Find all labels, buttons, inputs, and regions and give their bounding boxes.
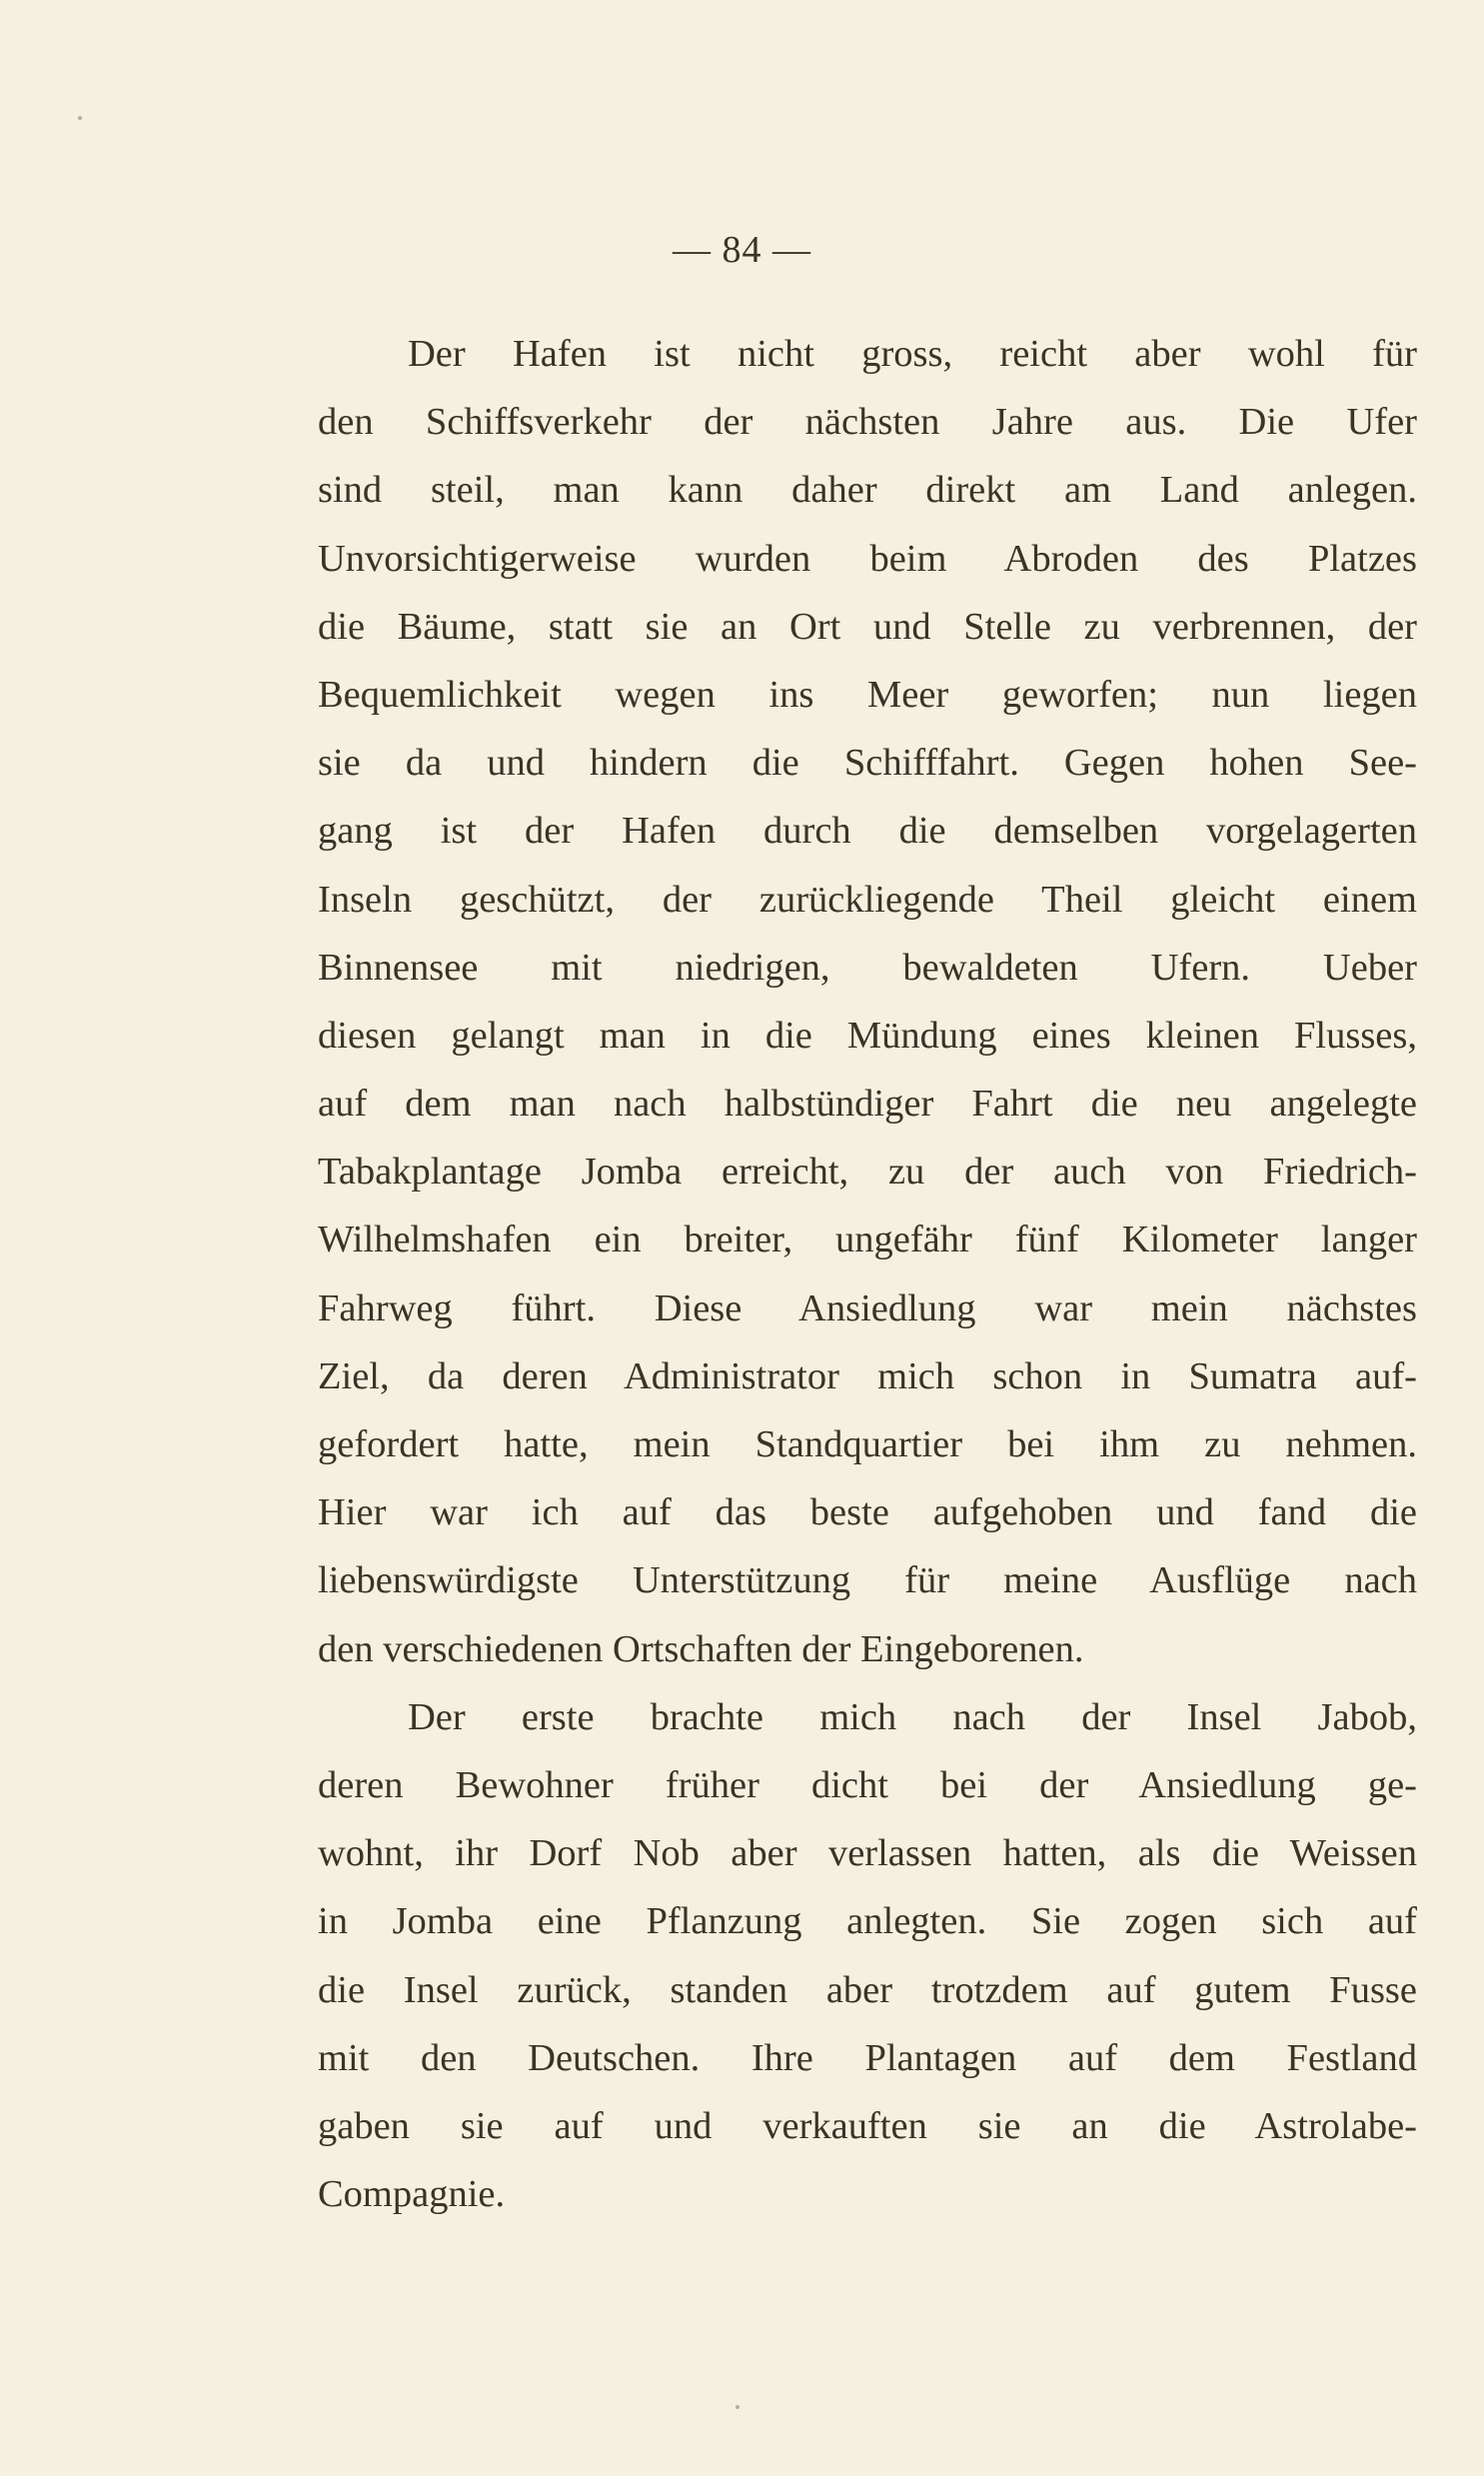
text-line: Inseln geschützt, der zurückliegende Theil gleicht einem [318,878,1417,921]
text-line: Der erste brachte mich nach der Insel Jabob, [408,1695,1417,1738]
text-line: gaben sie auf und verkauften sie an die Astrolabe- [318,2104,1417,2147]
text-line: den Schiffsverkehr der nächsten Jahre aus. Die Ufer [318,401,1417,444]
text-line: sie da und hindern die Schifffahrt. Gegen hohen See- [318,742,1417,785]
text-line: sind steil, man kann daher direkt am Land anlegen. [318,469,1417,512]
text-line: Tabakplantage Jomba erreicht, zu der auch von Friedrich- [318,1151,1417,1194]
text-line: wohnt, ihr Dorf Nob aber verlassen hatten, als die Weissen [318,1832,1417,1875]
text-line: gefordert hatte, mein Standquartier bei ihm zu nehmen. [318,1423,1417,1465]
text-line: gang ist der Hafen durch die demselben vorgelagerten [318,810,1417,853]
text-line: Unvorsichtigerweise wurden beim Abroden des Platzes [318,537,1417,580]
text-line: Hier war ich auf das beste aufgehoben und fand die [318,1491,1417,1534]
text-line: Binnensee mit niedrigen, bewaldeten Ufern. Ueber [318,946,1417,989]
text-line: die Insel zurück, standen aber trotzdem auf gutem Fusse [318,1968,1417,2011]
text-line: Compagnie. [318,2173,506,2216]
text-line: deren Bewohner früher dicht bei der Ansiedlung ge- [318,1763,1417,1806]
text-line: Fahrweg führt. Diese Ansiedlung war mein nächstes [318,1286,1417,1329]
text-line: den verschiedenen Ortschaften der Eingeborenen. [318,1627,1084,1670]
body-text [318,320,1417,2228]
text-line: auf dem man nach halbstündiger Fahrt die neu angelegte [318,1083,1417,1126]
paper-speck [736,2405,740,2409]
text-line: mit den Deutschen. Ihre Plantagen auf dem Festland [318,2036,1417,2079]
text-line: Wilhelmshafen ein breiter, ungefähr fünf Kilometer langer [318,1219,1417,1261]
text-line: liebenswürdigste Unterstützung für meine Ausflüge nach [318,1559,1417,1602]
text-line: in Jomba eine Pflanzung anlegten. Sie zogen sich auf [318,1900,1417,1943]
text-line: diesen gelangt man in die Mündung eines kleinen Flusses, [318,1014,1417,1057]
text-line: Bequemlichkeit wegen ins Meer geworfen; nun liegen [318,673,1417,716]
paper-speck [78,116,82,120]
text-line: die Bäume, statt sie an Ort und Stelle zu verbrennen, der [318,605,1417,648]
page-number: — 84 — [673,229,811,271]
text-line: Der Hafen ist nicht gross, reicht aber wohl für [408,333,1417,375]
text-line: Ziel, da deren Administrator mich schon in Sumatra auf- [318,1354,1417,1397]
